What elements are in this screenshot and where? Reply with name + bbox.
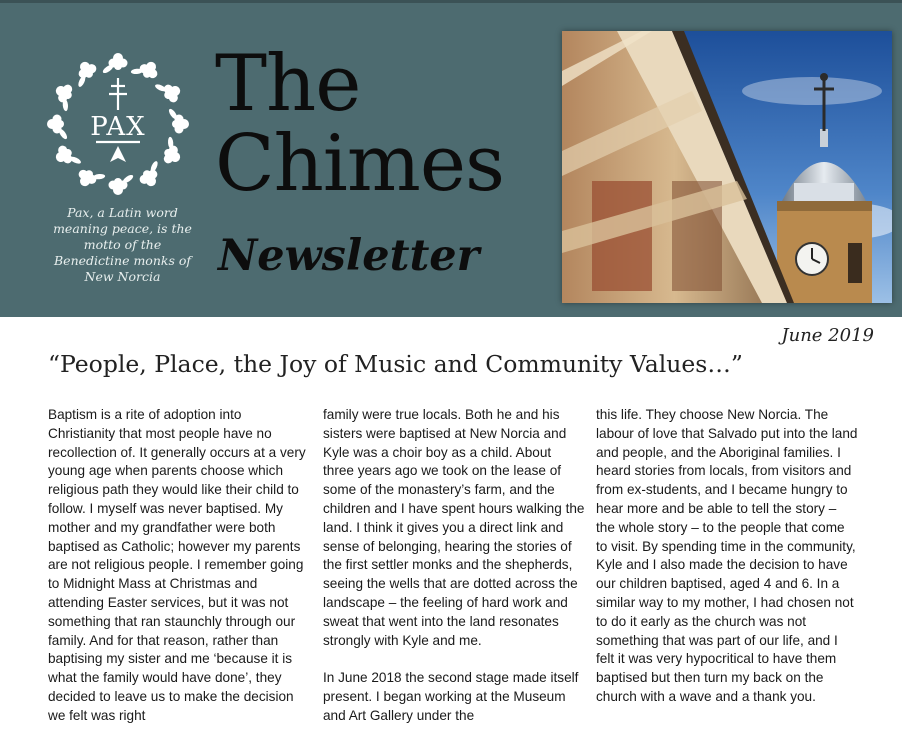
title-line-chimes: Chimes	[215, 119, 505, 209]
banner-top-rule	[0, 0, 902, 3]
paragraph: this life. They choose New Norcia. The labour of love that Salvado put into the land and people, and the Aboriginal families. I heard stories from locals, from visitors and from ex-students, and I became hungry to hear more and be able to tell the story – the whole story – to the people that come to visit. By spending time in the community, Kyle and I also made the decision to have our children baptised, aged 4 and 6. In a similar way to my mother, I had chosen not to do it early as the church was not something that was part of our life, and I felt it was very hypocritical to have them baptised but then turn my back on the church with a wave and a thank you.	[596, 407, 858, 704]
emblem-pax-text: PAX	[90, 112, 146, 142]
article-column-1	[48, 406, 310, 744]
motto-caption: Pax, a Latin word meaning peace, is the motto of the Benedictine monks of New Norcia	[53, 205, 192, 284]
article-headline: “People, Place, the Joy of Music and Community Values…”	[48, 350, 743, 378]
newsletter-subtitle: Newsletter	[218, 231, 480, 281]
newsletter-title	[215, 39, 505, 209]
masthead-banner	[0, 0, 902, 317]
church-bell-tower-photo	[562, 31, 892, 303]
pax-wreath-icon	[38, 44, 198, 204]
paragraph: family were true locals. Both he and his sisters were baptised at New Norcia and Kyle was a choir boy as a child. About three years ago we took on the lease of some of the monastery’s farm, and the children and I have spent hours walking the land. I think it gives you a direct link and sense of belonging, hearing the stories of the first settler monks and the shepherds, seeing the wells that are dotted across the landscape – the feeling of hard work and sweat that went into the land resonates strongly with Kyle and me.	[323, 407, 585, 648]
paragraph: Baptism is a rite of adoption into Christianity that most people have no recollection of. It generally occurs at a very young age when parents choose which religious path they would like their child to follow. I myself was never baptised. My mother and my grandfather were both baptised as Catholic; however my parents are not religious people. I remember going to Midnight Mass at Christmas and attending Easter services, but it was not something that ran staunchly through our family. And for that reason, rather than baptising my sister and me ‘because it is what the family would have done’, they decided to leave us to make the decision we felt was right	[48, 407, 306, 723]
title-line-the: The	[215, 39, 361, 129]
issue-date: June 2019	[781, 325, 874, 346]
article-column-2	[323, 406, 585, 744]
paragraph: In June 2018 the second stage made itself present. I began working at the Museum and Art Gallery under the	[323, 670, 579, 723]
article-column-3	[596, 406, 858, 726]
